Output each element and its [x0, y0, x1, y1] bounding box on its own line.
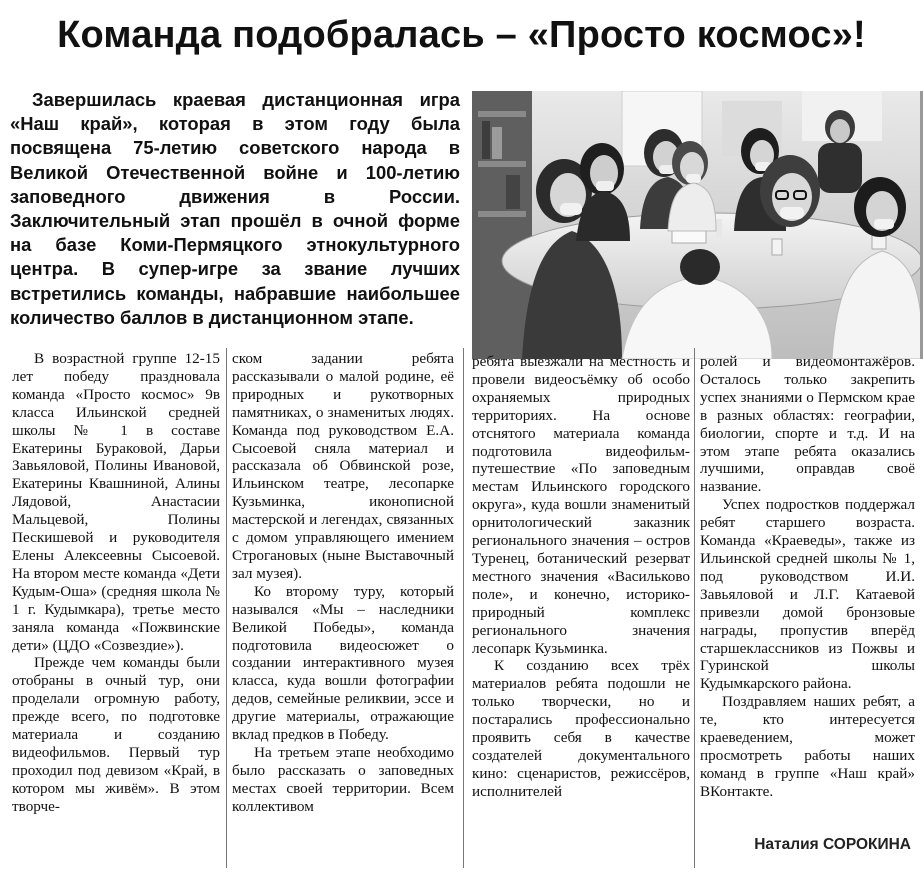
body-paragraph: Ко второму туру, который назывался «Мы – наследники Великой Победы», команда подготовила видеосюжет о создании интерактивного музея класса, куда вошли фотографии дедов, семейные реликвии, эссе и другие материалы, отражающие вклад предков в Победу.: [232, 582, 454, 744]
article-headline: Команда подобралась – «Просто космос»!: [57, 14, 866, 56]
photo-illustration: [472, 91, 923, 359]
author-byline: Наталия СОРОКИНА: [754, 836, 911, 853]
body-paragraph: ребята выезжали на местность и провели видеосъёмку об особо охраняемых природных территориях. На основе отснятого материала команда подготовила видеофильм-путешествие «По заповедным местам Ильинского городского округа», куда вошли знаменитый орнитологический заказник регионального значения – остров Туренец, ботанический резерват местного значения «Васильково поле», и конечно, историко-природный комплекс регионального значения лесопарк Кузьминка.: [472, 353, 690, 657]
body-paragraph: В возрастной группе 12-15 лет победу праздновала команда «Просто космос» 9в класса Ильинской средней школы № 1 в составе Екатерины Бураковой, Дарьи Завьяловой, Полины Ивановой, Екатерины Квашниной, Алины Лядовой, Анастасии Мальцевой, Полины Пескишевой и руководителя Елены Алексеевны Сысоевой. На втором месте команда «Дети Кудым-Оша» (средняя школа № 1 г. Кудымкара), третье место заняла команда «Пожвинские дети» (ЦДО «Созвездие»).: [12, 350, 220, 654]
body-paragraph: К созданию всех трёх материалов ребята подошли не только творчески, но и постарались профессионально проявить себя в качестве создателей документального кино: сценаристов, режиссёров, исполнителей: [472, 657, 690, 800]
body-paragraph: Успех подростков поддержал ребят старшего возраста. Команда «Краеведы», также из Ильинской средней школы № 1, под руководством И.И. Завьяловой и Л.Г. Катаевой привезли домой бронзовые награды, пропустив вперёд старшеклассников из Пожвы и Гуринской школы Кудымкарского района.: [700, 496, 915, 693]
article-column-3: [472, 353, 690, 801]
column-divider: [694, 348, 695, 868]
article-column-1: [12, 350, 220, 816]
column-divider: [226, 348, 227, 868]
lead-paragraph: Завершилась краевая дистанционная игра «Наш край», которая в этом году была посвящена 75-летию советского народа в Великой Отечественной войне и 100-летию заповедного движения в России. Заключительный этап прошёл в очной форме на базе Коми-Пермяцкого этнокультурного центра. В супер-игре за звание лучших встретились команды, набравшие наибольшее количество баллов в дистанционном этапе.: [10, 89, 460, 328]
article-lead: [10, 88, 460, 330]
body-paragraph: На третьем этапе необходимо было рассказать о заповедных местах своей территории. Всем коллективом: [232, 743, 454, 815]
article-column-4: [700, 353, 915, 801]
article-photo: [472, 91, 923, 359]
body-paragraph: ролей и видеомонтажёров. Осталось только закрепить успех знаниями о Пермском крае в разных областях: географии, биологии, спорте и т.д. И на этом этапе ребята оказались лучшими, оправдав своё название.: [700, 353, 915, 496]
body-paragraph: Прежде чем команды были отобраны в очный тур, они проделали огромную работу, прежде всего, по подготовке материала и созданию видеофильмов. Первый тур проходил под девизом «Край, в котором мы живём». В этом творче-: [12, 654, 220, 815]
column-divider: [463, 348, 464, 868]
body-paragraph: Поздравляем наших ребят, а те, кто интересуется краеведением, может просмотреть работы наших команд в группе «Наш край» ВКонтакте.: [700, 693, 915, 800]
article-column-2: [232, 350, 454, 816]
body-paragraph: ском задании ребята рассказывали о малой родине, её природных и рукотворных памятниках, о знаменитых людях. Команда под руководством Е.А. Сысоевой сняла материал и рассказала об Обвинской розе, Ильинском театре, лесопарке Кузьминка, иконописной мастерской и легендах, связанных с домом управляющего имением Строгановых (ныне Выставочный зал музея).: [232, 350, 454, 582]
